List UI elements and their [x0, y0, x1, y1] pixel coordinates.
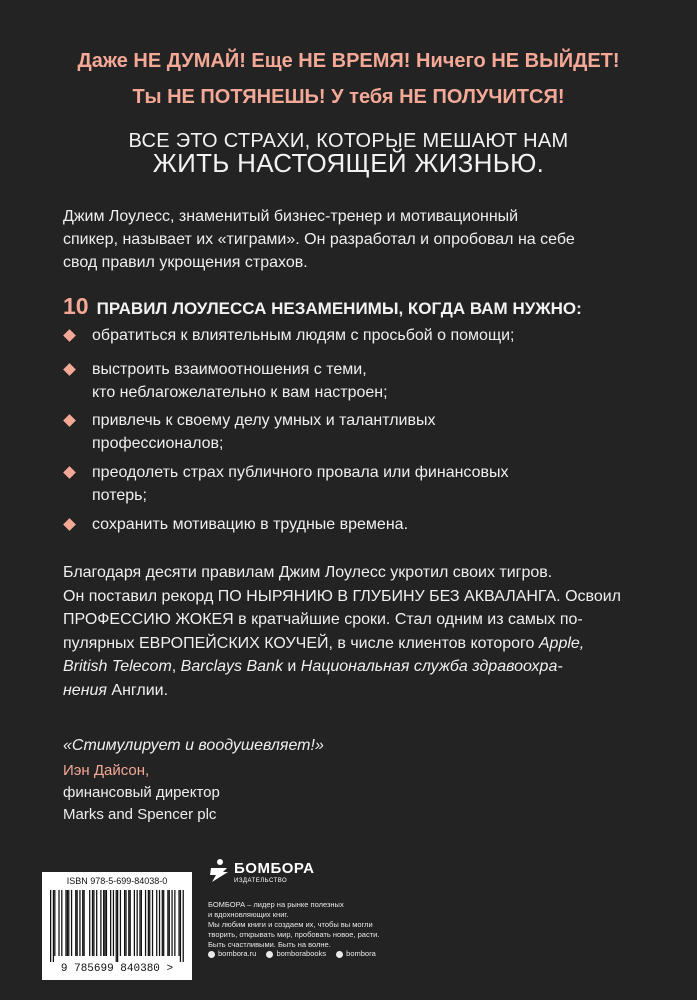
story-line: ПРОФЕССИЮ ЖОКЕЯ в кратчайшие сроки. Стал одним из самых по- [63, 611, 583, 628]
diamond-bullet-icon [63, 466, 76, 479]
barcode-bar [163, 890, 164, 956]
publisher-desc-line: БОМБОРА – лидер на рынке полезных [208, 900, 344, 909]
barcode-bar [174, 890, 175, 956]
barcode-bar [148, 890, 149, 956]
rule-item [92, 324, 632, 347]
intro-line: спикер, называет их «тиграми». Он разработал и опробовал на себе [63, 231, 575, 248]
diamond-bullet-icon [63, 363, 76, 376]
testimonial-author: Иэн Дайсон, [63, 762, 150, 779]
barcode-bar [65, 890, 66, 956]
intro-line: свод правил укрощения страхов. [63, 254, 308, 271]
barcode-bar [50, 890, 51, 962]
company-name: Barclays Bank [180, 658, 283, 675]
company-name: нения [63, 681, 107, 699]
story-text: и [282, 658, 301, 675]
barcode-bar [68, 890, 69, 956]
slogan-line-1: Даже НЕ ДУМАЙ! Еще НЕ ВРЕМЯ! Ничего НЕ ВЫЙДЕТ! [77, 50, 620, 72]
barcode-bar [178, 890, 179, 956]
barcode-bar [104, 890, 105, 956]
barcode-bar [71, 890, 72, 956]
social-link[interactable] [266, 949, 326, 958]
barcode-bar [139, 890, 140, 956]
barcode-bar [93, 890, 94, 956]
social-network-icon [336, 951, 343, 958]
isbn-label: ISBN 978-5-699-84038-0 [66, 876, 168, 886]
barcode-bar [89, 890, 90, 956]
barcode-bar [171, 890, 172, 956]
barcode-bar [92, 890, 93, 956]
barcode-bar [84, 890, 85, 956]
rule-item-line: привлечь к своему делу умных и талантливых [92, 412, 436, 429]
slogan-line-2: Ты НЕ ПОТЯНЕШЬ! У тебя НЕ ПОЛУЧИТСЯ! [132, 86, 565, 108]
barcode-bar [75, 890, 76, 956]
rule-item [92, 461, 632, 507]
rules-heading-text: ПРАВИЛ ЛОУЛЕССА НЕЗАМЕНИМЫ, КОГДА ВАМ НУЖНО: [96, 299, 582, 318]
diamond-bullet-icon [63, 414, 76, 427]
barcode-bar [58, 890, 59, 956]
barcode-bar [67, 890, 68, 956]
barcode-bar [137, 890, 138, 956]
barcode-bar [120, 890, 121, 956]
globe-icon [208, 951, 215, 958]
social-link[interactable] [336, 949, 376, 958]
barcode-bar [180, 890, 181, 962]
barcode-bar [124, 890, 125, 956]
publisher-desc-line: Мы любим книги и создаем их, чтобы вы могли [208, 920, 373, 929]
barcode-bar [77, 890, 78, 956]
barcode-bar [117, 890, 118, 962]
barcode-bar [128, 890, 129, 956]
barcode-bars-icon [50, 890, 184, 962]
testimonial-company: Marks and Spencer plc [63, 806, 217, 823]
intro-line: Джим Лоулесс, знаменитый бизнес-тренер и мотивационный [63, 208, 519, 225]
barcode-bar [53, 890, 54, 962]
publisher-name: БОМБОРА [234, 860, 315, 877]
barcode-bar [145, 890, 146, 956]
publisher-description [208, 900, 408, 950]
company-name: Национальная служба здравоохра- [300, 658, 563, 675]
rule-item-line: потерь; [92, 487, 147, 504]
website-link[interactable] [208, 949, 256, 958]
barcode [42, 872, 192, 980]
company-name: British Telecom [63, 658, 172, 675]
story-line [63, 679, 638, 703]
social-handle: bombora [346, 949, 376, 958]
barcode-bar [149, 890, 150, 956]
story-line: Благодаря десяти правилам Джим Лоулесс укротил своих тигров. [63, 564, 553, 581]
barcode-bar [156, 890, 157, 956]
testimonial-quote: «Стимулирует и воодушевляет!» [63, 737, 324, 754]
publisher-logo [208, 858, 315, 889]
story-text: Англии. [106, 681, 169, 699]
publisher-desc-line: и вдохновляющих книг. [208, 910, 289, 919]
rule-item [92, 513, 632, 536]
rules-count: 10 [63, 293, 89, 319]
story-line [63, 655, 638, 679]
barcode-bar [169, 890, 170, 956]
barcode-bar [96, 890, 97, 956]
barcode-bar [61, 890, 62, 956]
publisher-desc-line: Быть счастливыми. Быть на волне. [208, 940, 331, 949]
story-text: пулярных ЕВРОПЕЙСКИХ КОУЧЕЙ, в числе клиентов которого [63, 634, 539, 652]
rule-item [92, 358, 632, 404]
company-name: Apple, [538, 634, 585, 652]
barcode-bar [162, 890, 163, 956]
barcode-bar [110, 890, 111, 956]
story-text: , [171, 658, 181, 675]
barcode-bar [116, 890, 117, 962]
intro-paragraph [63, 205, 623, 274]
diamond-bullet-icon [63, 329, 76, 342]
story-line [63, 632, 638, 656]
fears-headline-2: ЖИТЬ НАСТОЯЩЕЙ ЖИЗНЬЮ. [152, 148, 545, 178]
barcode-bar [167, 890, 168, 956]
barcode-bar [130, 890, 131, 956]
story-paragraph [63, 561, 638, 702]
testimonial-role: финансовый директор [63, 784, 220, 801]
publisher-subtitle: ИЗДАТЕЛЬСТВО [234, 878, 288, 884]
barcode-bar [106, 890, 107, 956]
diamond-bullet-icon [63, 518, 76, 531]
barcode-bar [54, 890, 55, 956]
barcode-bar [103, 890, 104, 956]
rule-item-line: обратиться к влиятельным людям с просьбой о помощи; [92, 327, 515, 344]
publisher-links [208, 949, 384, 958]
rule-item-line: кто неблагожелательно к вам настроен; [92, 384, 388, 401]
barcode-bar [183, 890, 184, 962]
barcode-bar [159, 890, 160, 956]
bombora-logo-icon [208, 858, 230, 884]
barcode-bar [113, 890, 114, 956]
rule-item-line: сохранить мотивацию в трудные времена. [92, 516, 409, 533]
rule-item-line: профессионалов; [92, 435, 224, 452]
rule-item [92, 409, 632, 455]
fears-headline-1: ВСЕ ЭТО СТРАХИ, КОТОРЫЕ МЕШАЮТ НАМ [128, 130, 569, 152]
barcode-bar [82, 890, 83, 956]
website-text: bombora.ru [218, 949, 257, 958]
social-network-icon [266, 951, 273, 958]
barcode-bar [125, 890, 126, 956]
barcode-bar [152, 890, 153, 956]
barcode-digits: 9 785699 840380 > [60, 963, 174, 975]
barcode-bar [100, 890, 101, 956]
barcode-bar [141, 890, 142, 956]
publisher-desc-line: творить, открывать мир, пробовать новое, расти. [208, 930, 380, 939]
barcode-bar [134, 890, 135, 956]
rule-item-line: преодолеть страх публичного провала или финансовых [92, 464, 509, 481]
social-handle: bomborabooks [276, 949, 327, 958]
story-line: Он поставил рекорд ПО НЫРЯНИЮ В ГЛУБИНУ БЕЗ АКВАЛАНГА. Освоил [63, 587, 622, 605]
rule-item-line: выстроить взаимоотношения с теми, [92, 361, 367, 378]
barcode-bar [79, 890, 80, 956]
rules-heading [63, 293, 663, 320]
